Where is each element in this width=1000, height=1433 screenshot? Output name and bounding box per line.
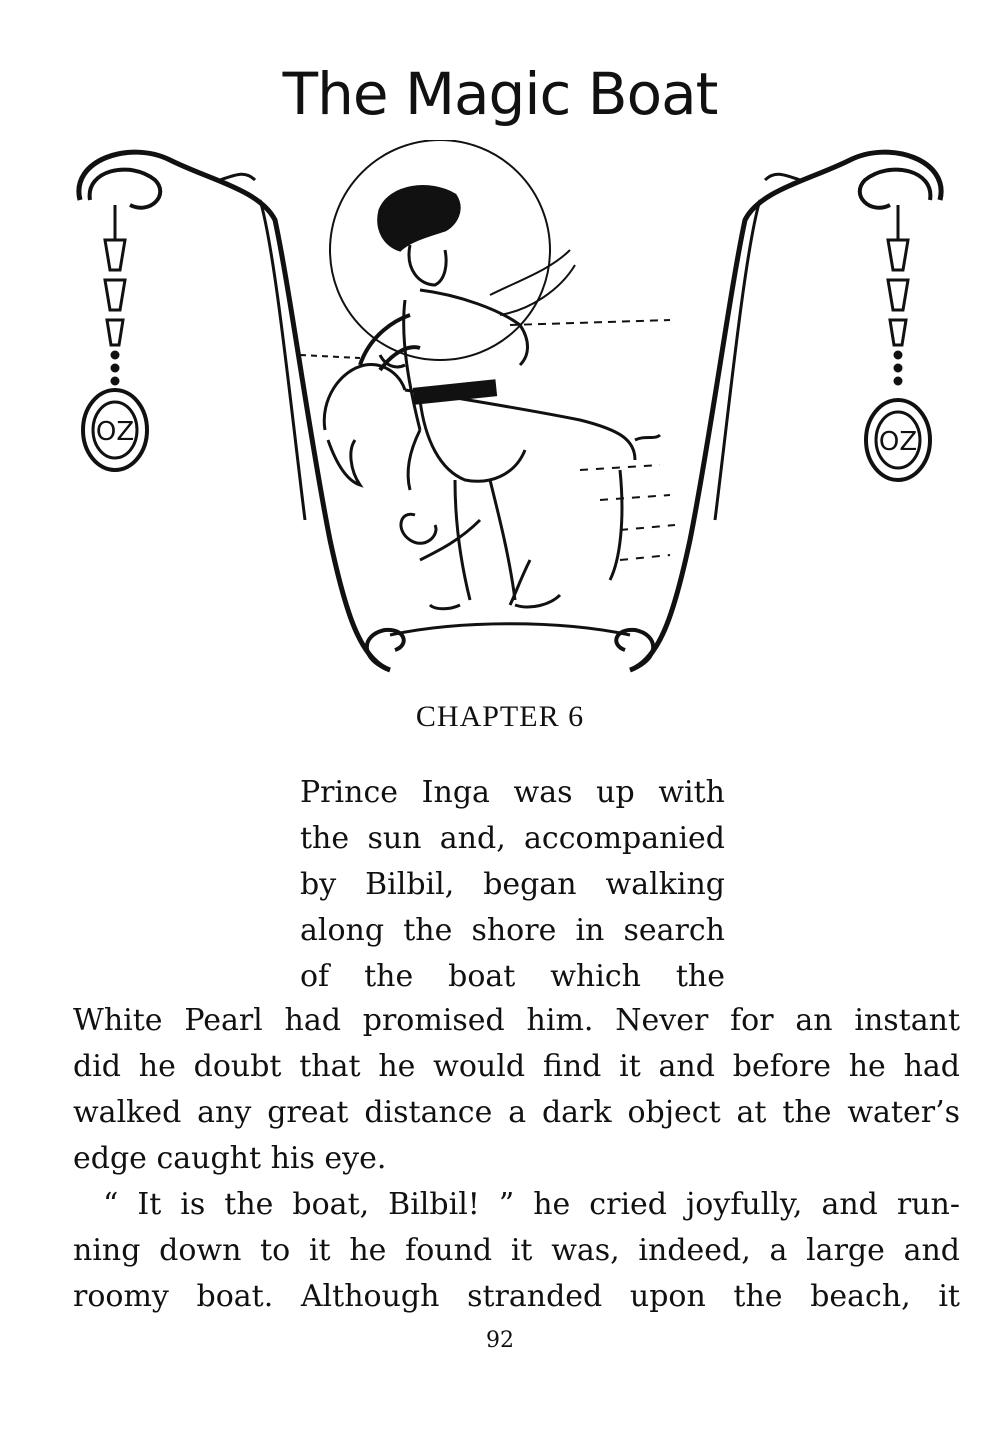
chapter-heading: CHAPTER 6 [415, 700, 585, 733]
boy [379, 187, 575, 609]
text-line: White Pearl had promised him. Never for an instant [73, 1003, 960, 1038]
scene [300, 140, 675, 609]
text-line: along the shore in search [300, 913, 725, 948]
text-line: Prince Inga was up with [300, 775, 725, 810]
chapter-illustration [60, 140, 960, 690]
left-scroll-frame [79, 152, 390, 670]
text-line: the sun and, accompanied [300, 821, 725, 856]
page-title: The Magic Boat [282, 60, 718, 128]
text-line: ning down to it he found it was, indeed, a large and [73, 1233, 960, 1268]
bottom-scroll [367, 624, 653, 670]
boy-hair [379, 187, 459, 250]
left-pendant [83, 205, 147, 470]
text-line: did he doubt that he would find it and before he had [73, 1049, 960, 1084]
text-line: by Bilbil, began walking [300, 867, 725, 902]
text-line: edge caught his eye. [73, 1141, 387, 1176]
text-line: roomy boat. Although stranded upon the beach, it [73, 1279, 960, 1314]
page-number: 92 [486, 1328, 514, 1353]
text-line: “ It is the boat, Bilbil! ” he cried joyfully, and run- [103, 1187, 960, 1222]
boy-belt [414, 381, 495, 403]
right-emblem-text: OZ [878, 427, 918, 457]
text-line: walked any great distance a dark object at the water’s [73, 1095, 960, 1130]
sun-halo [330, 140, 550, 360]
indented-text-block [300, 770, 725, 1000]
left-emblem-text: OZ [95, 417, 135, 447]
right-pendant [866, 205, 930, 480]
text-line: of the boat which the [300, 959, 725, 994]
goat [324, 315, 660, 605]
body-text-block [73, 998, 960, 1320]
